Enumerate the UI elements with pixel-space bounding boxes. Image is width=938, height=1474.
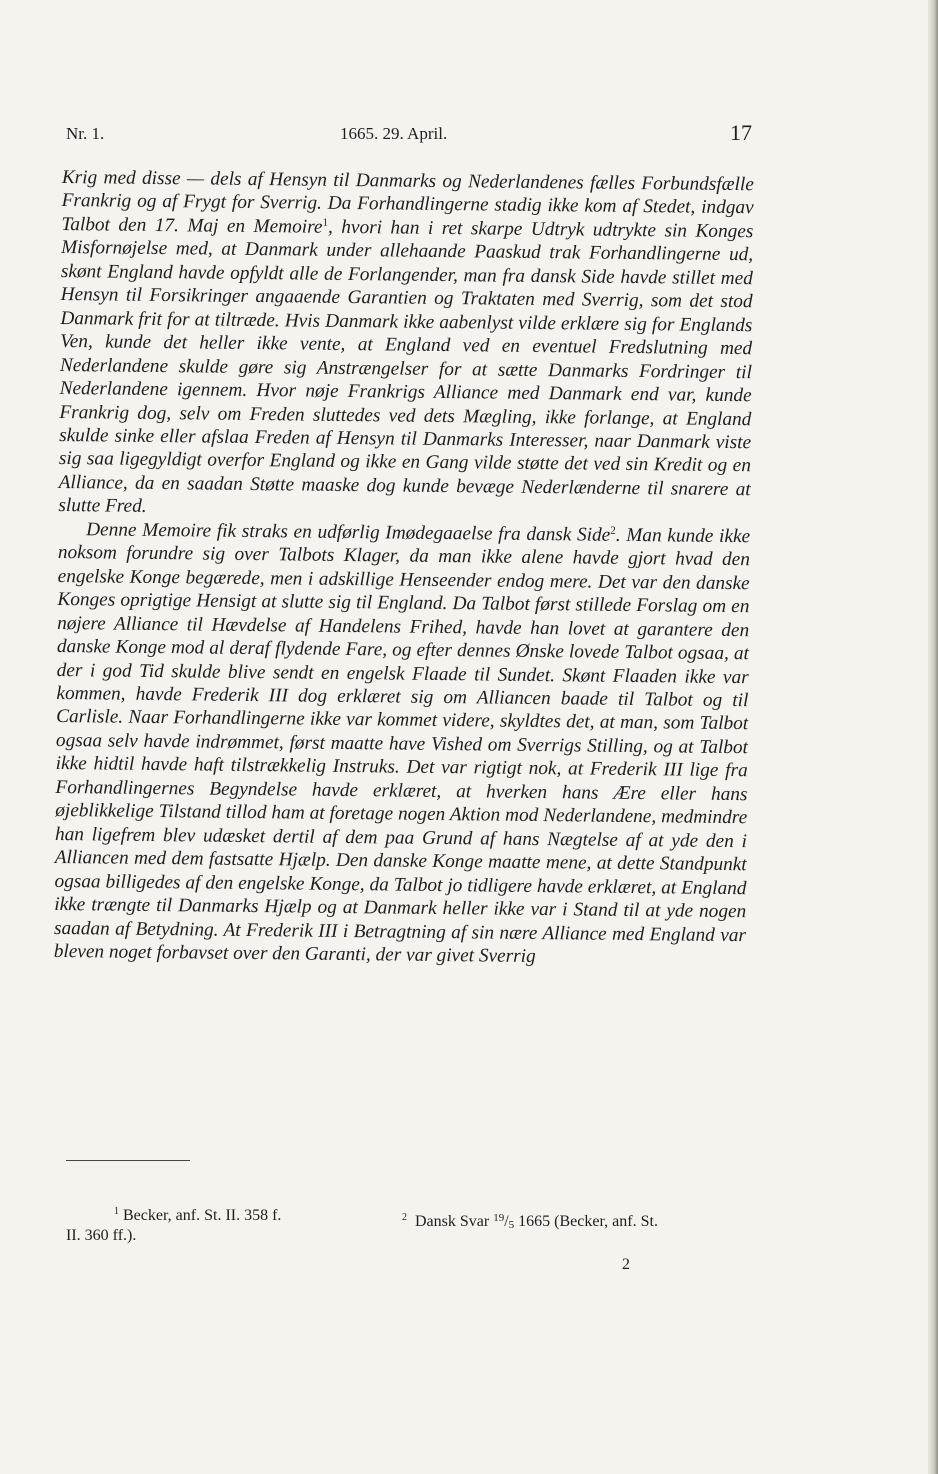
footnote-1-text: Becker, anf. St. II. 358 f. — [123, 1207, 282, 1224]
page-edge-shadow — [928, 0, 938, 1474]
footnote-ref-2: 2 — [610, 524, 616, 537]
paragraph-2-text-b: . Man kunde ikke noksom forundre sig over Talbots Klager, da man ikke alene havde gjort hvad den engelske Konge begærede, men i adskillige Henseender endog mere. Det var den danske Konges oprigtige Hensigt at slutte sig til England. Da Talbot først stillede Forslag om en nøjere Alliance til Hævdelse af Handelens Frihed, havde han lovet at garantere den danske Konge mod al deraf flydende Fare, og efter dennes Ønske lovede Talbot ogsaa, at der i god Tid skulde blive sendt en engelsk Flaade til Sundet. Skønt Flaaden ikke var kommen, havde Frederik III dog erklæret sig om Alliancen baade til Talbot og til Carlisle. Naar Forhandlingerne ikke var kommet videre, skyldtes det, at man, som Talbot ogsaa selv havde indrømmet, først maatte have Vished om Sverrigs Stilling, og at Talbot ikke hidtil havde haft tilstrækkelig Instruks. Det var rigtigt nok, at Frederik III lige fra Forhandlingernes Begyndelse havde erklæret, at hverken hans Ære eller hans øjeblikkelige Tilstand tillod ham at foretage nogen Aktion mod Nederlandene, medmindre han ligefrem blev udæsket dertil af dem paa Grund af hans Nægtelse af at yde den i Alliancen med dem fastsatte Hjælp. Den danske Konge maatte mene, at dette Standpunkt ogsaa billigedes af den engelske Konge, da Talbot jo tidligere havde erklæret, at England ikke trængte til Danmarks Hjælp og at Danmark heller ikke var i Stand til at yde nogen saadan af Betydning. At Frederik III i Betragtning af sin nære Alliance med England var bleven noget forbavset over den Garanti, der var givet Sverrig — [53, 524, 751, 967]
paragraph-1-text-b: , hvori han i ret skarpe Udtryk udtrykte sin Konges Misfornøjelse med, at Danmark under allehaande Paaskud trak Forhandlingerne ud, skønt England havde opfyldt alle de Forlangender, man fra dansk Side havde stillet med Hensyn til Forsikringer angaaende Garantien og Traktaten med Sverrig, som det stod Danmark frit for at tiltræde. Hvis Danmark ikke aabenlyst vilde erklære sig for Englands Ven, kunde det heller ikke vente, at England ved en eventuel Fredslutning med Nederlandene skulde gøre sig Anstrængelser for at sætte Danmarks Fordringer til Nederlandene igennem. Hvor nøje Frankrigs Alliance med Danmark end var, kunde Frankrig dog, selv om Freden sluttedes ved dets Mægling, ikke forlange, at England skulde sinke eller afslaa Freden af Hensyn til Danmarks Interesser, naar Danmark viste sig saa ligegyldigt overfor England og ikke en Gang vilde støtte det ved sin Kredit og en Alliance, da en saadan Støtte maaske dog kunde bevæge Nederlænderne til snarere at slutte Fred. — [58, 216, 754, 518]
footnote-2-post: 1665 (Becker, anf. St. — [518, 1213, 658, 1230]
footnote-1-continuation: II. 360 ff.). — [66, 1227, 137, 1244]
header-date: 1665. 29. April. — [340, 124, 448, 143]
footnote-2-date-numerator: 19 — [493, 1212, 505, 1224]
footnote-2-pre: Dansk Svar — [415, 1213, 490, 1230]
paragraph-2 — [54, 518, 751, 971]
footnote-1-number: 1 — [114, 1206, 119, 1217]
footnote-2-date-denominator: 5 — [508, 1219, 515, 1231]
paragraph-1 — [58, 166, 754, 525]
paragraph-2-text-a: Denne Memoire fik straks en udførlig Imødegaaelse fra dansk Side — [86, 519, 611, 546]
signature-mark: 2 — [622, 1256, 630, 1273]
footnote-2 — [402, 1208, 658, 1235]
paragraph-1-text-a: Krig med disse — dels af Hensyn til Danmarks og Nederlandenes fælles Forbundsfælle Frankrig og af Frygt for Sverrig. Da Forhandlingerne stadig ikke kom af Stedet, indgav Talbot den 17. Maj en Memoire — [61, 166, 754, 238]
header-issue-number: Nr. 1. — [66, 124, 105, 143]
running-header — [66, 120, 752, 150]
footnote-2-number: 2 — [402, 1212, 407, 1223]
footnote-rule — [66, 1160, 190, 1161]
footnote-2-date-slash: / — [504, 1213, 509, 1230]
footnote-ref-1: 1 — [322, 216, 329, 229]
body-text — [54, 166, 754, 971]
footnote-1 — [66, 1202, 396, 1246]
page-number: 17 — [730, 120, 752, 145]
